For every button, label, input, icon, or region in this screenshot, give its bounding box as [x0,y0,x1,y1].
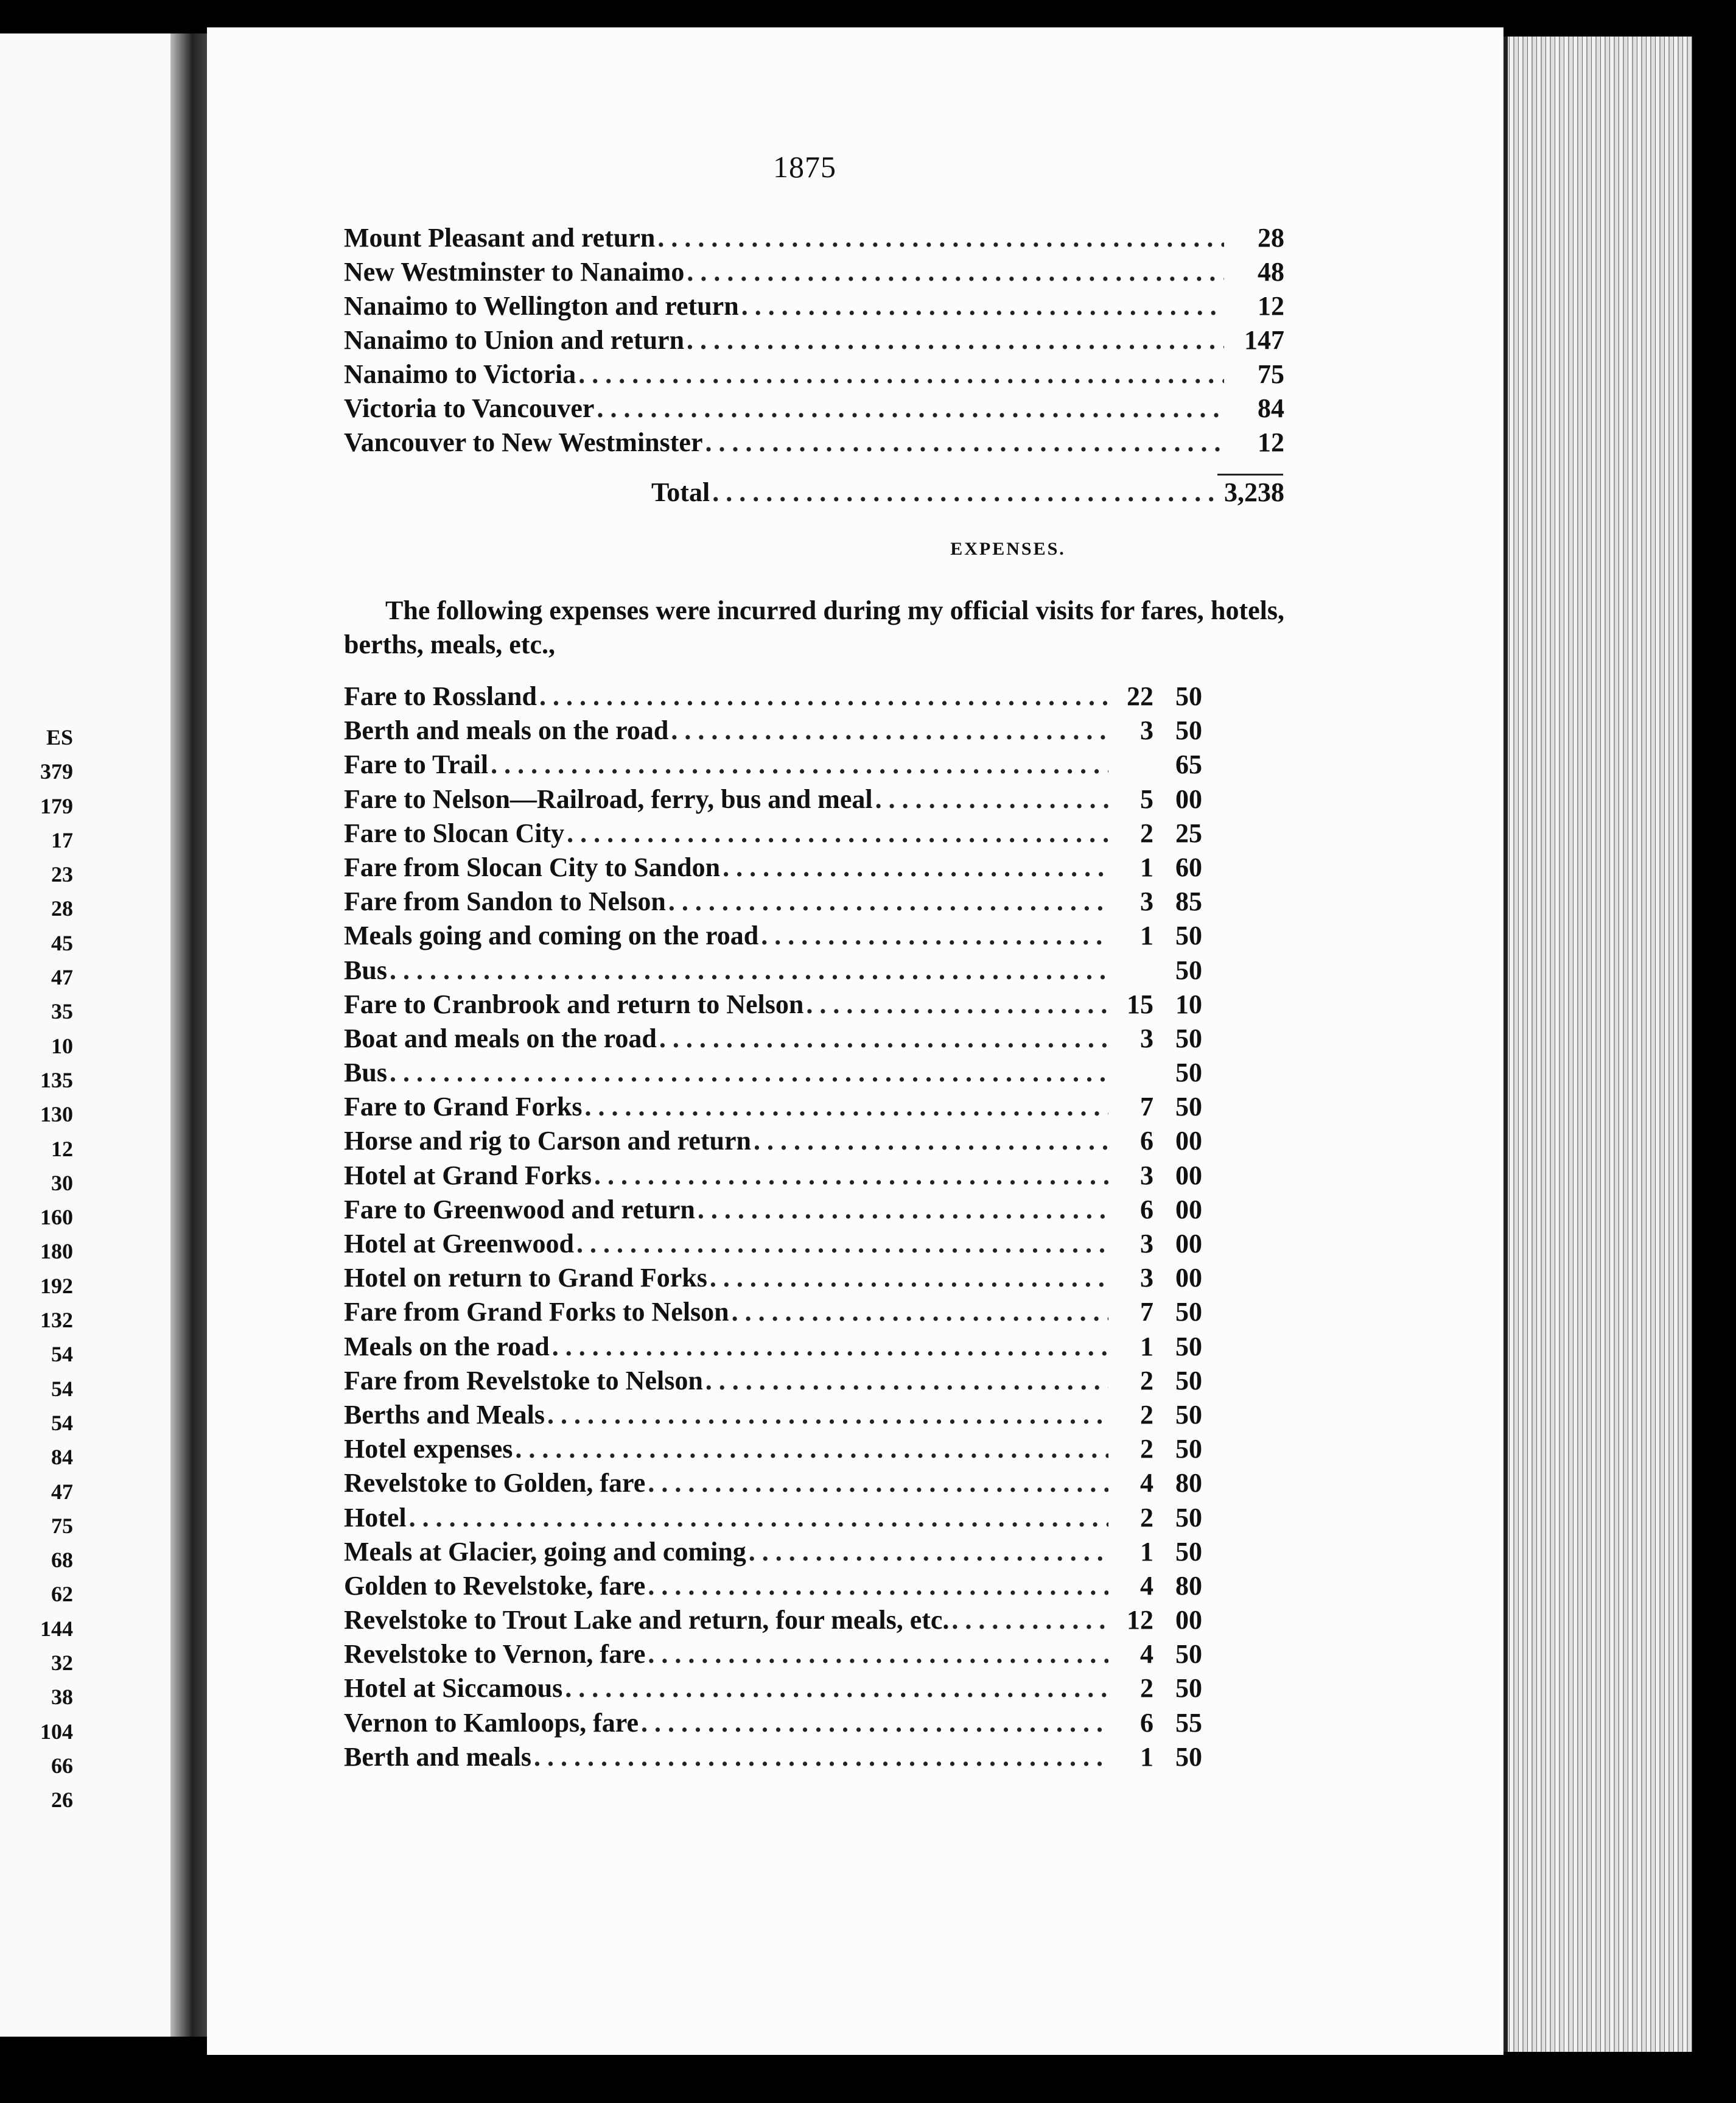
expense-cents: 50 [1175,1058,1202,1088]
expense-cents: 00 [1175,1605,1202,1635]
expense-cents: 50 [1175,1741,1202,1772]
left-column-value: 179 [40,793,73,818]
expense-amount [1111,1673,1202,1704]
expense-amount [1111,886,1202,917]
trip-row [344,222,1284,256]
expenses-intro [344,594,1284,662]
leader-dots [668,886,1108,917]
expense-label: Fare from Sandon to Nelson [344,886,666,917]
expense-amount [1111,681,1202,712]
expense-label: Meals going and coming on the road [344,921,759,951]
expense-cents: 80 [1175,1570,1202,1601]
expenses-intro-text: The following expenses were incurred during my official visits for fares, hotels, berths, meals, etc., [344,595,1284,659]
left-column-value: 32 [51,1651,73,1676]
expense-dollars: 3 [1140,1229,1153,1259]
left-column-value: 75 [51,1513,73,1538]
left-column-value: 180 [40,1239,73,1264]
expense-dollars: 1 [1140,921,1153,951]
expense-row [344,1638,1202,1673]
expense-amount [1111,1502,1202,1533]
expense-label: Fare to Rossland [344,681,537,711]
left-column-value: 54 [51,1342,73,1367]
leader-dots [390,1057,1108,1088]
expense-cents: 00 [1175,1263,1202,1293]
leader-dots [698,1194,1108,1225]
total-label: Total [651,477,710,507]
expense-cents: 85 [1175,886,1202,917]
trip-label: Mount Pleasant and return [344,223,656,253]
expense-amount [1111,1741,1202,1772]
expense-row [344,1023,1202,1057]
trip-amount: 28 [1258,223,1284,253]
expense-dollars: 6 [1140,1707,1153,1738]
expenses-heading: EXPENSES. [950,539,1066,559]
expense-dollars: 15 [1127,989,1153,1019]
expense-cents: 50 [1175,1092,1202,1122]
left-column-value: 62 [51,1582,73,1607]
leader-dots [741,290,1224,321]
expense-row [344,1331,1202,1365]
expense-dollars: 3 [1140,1263,1153,1293]
expense-amount [1111,1604,1202,1635]
expense-cents: 00 [1175,784,1202,814]
trip-amount: 147 [1244,325,1284,355]
expense-amount [1111,1638,1202,1669]
trip-row [344,393,1284,427]
expense-label: Revelstoke to Golden, fare [344,1468,646,1498]
leader-dots [705,427,1224,458]
expense-cents: 50 [1175,1365,1202,1396]
expense-row [344,1570,1202,1604]
left-column-value: 144 [40,1616,73,1641]
expense-row [344,715,1202,749]
expense-row [344,989,1202,1023]
left-column-value: 47 [51,965,73,990]
expense-amount [1111,715,1202,746]
expense-dollars: 3 [1140,715,1153,746]
page-number: 1875 [773,150,836,184]
left-column-value: 160 [40,1205,73,1230]
trip-list [344,222,1284,461]
expense-row [344,784,1202,818]
trip-amount: 12 [1258,291,1284,321]
trip-amount: 75 [1258,359,1284,389]
leader-dots [657,222,1224,253]
expense-cents: 00 [1175,1160,1202,1190]
expense-dollars: 2 [1140,1399,1153,1430]
leader-dots [749,1536,1108,1567]
expense-dollars: 6 [1140,1126,1153,1156]
expense-amount [1111,1262,1202,1293]
expense-row [344,1673,1202,1707]
left-column-value: 132 [40,1308,73,1333]
total-amount: 3,238 [1224,477,1284,507]
expense-row [344,1228,1202,1262]
expense-dollars: 6 [1140,1194,1153,1224]
left-page [0,33,177,2037]
expense-amount [1111,749,1202,780]
expense-row [344,1262,1202,1296]
expense-label: Fare to Trail [344,750,489,780]
book-gutter [170,33,207,2037]
expense-row [344,681,1202,715]
expense-cents: 50 [1175,1673,1202,1704]
left-column-value: 38 [51,1685,73,1710]
expense-row [344,1194,1202,1228]
left-column-value: 54 [51,1410,73,1435]
leader-dots [491,749,1108,780]
leader-dots [547,1399,1108,1430]
expense-cents: 50 [1175,1023,1202,1053]
left-column-value: 379 [40,759,73,784]
expense-amount [1111,1296,1202,1327]
expense-row [344,818,1202,852]
left-column-value: 192 [40,1273,73,1298]
expense-dollars: 2 [1140,1365,1153,1396]
leader-dots [732,1296,1108,1327]
expense-cents: 50 [1175,1434,1202,1464]
expense-label: Fare to Grand Forks [344,1092,583,1122]
expense-row [344,1741,1202,1775]
expense-label: Boat and meals on the road [344,1023,657,1053]
trip-amount: 48 [1258,257,1284,287]
expense-cents: 50 [1175,921,1202,951]
expense-amount [1111,1399,1202,1430]
trip-label: New Westminster to Nanaimo [344,257,685,287]
expense-dollars: 2 [1140,1502,1153,1532]
expense-label: Hotel [344,1502,407,1532]
left-page-number-column [0,720,73,1817]
expense-amount [1111,1228,1202,1259]
expense-label: Fare to Nelson—Railroad, ferry, bus and meal [344,784,873,814]
expense-dollars: 1 [1140,1741,1153,1772]
leader-dots [705,1365,1108,1396]
expense-row [344,1707,1202,1741]
left-column-value: 130 [40,1102,73,1127]
expense-label: Hotel at Siccamous [344,1673,563,1704]
expense-dollars: 4 [1140,1639,1153,1669]
expense-amount [1111,1125,1202,1156]
expense-cents: 60 [1175,852,1202,882]
expense-dollars: 12 [1127,1605,1153,1635]
expense-amount [1111,1536,1202,1567]
expense-label: Fare from Slocan City to Sandon [344,852,721,882]
trip-amount: 84 [1258,393,1284,423]
leader-dots [565,1673,1108,1704]
expense-amount [1111,955,1202,986]
expense-label: Berths and Meals [344,1399,545,1430]
trip-label: Nanaimo to Wellington and return [344,291,739,321]
expense-label: Vernon to Kamloops, fare [344,1707,639,1738]
total-row [651,477,1284,511]
expense-cents: 55 [1175,1707,1202,1738]
expense-label: Hotel at Grand Forks [344,1160,592,1190]
expense-amount [1111,1467,1202,1498]
expense-label: Berth and meals [344,1741,531,1772]
expense-amount [1111,1194,1202,1225]
expense-label: Hotel on return to Grand Forks [344,1263,707,1293]
expense-row [344,852,1202,886]
left-column-value: 47 [51,1479,73,1504]
leader-dots [594,1160,1108,1191]
expense-cents: 00 [1175,1126,1202,1156]
expense-label: Meals on the road [344,1331,550,1361]
expense-label: Meals at Glacier, going and coming [344,1536,746,1567]
expense-label: Golden to Revelstoke, fare [344,1570,646,1601]
left-column-value: 23 [51,862,73,887]
leader-dots [567,818,1108,849]
leader-dots [390,955,1108,986]
trip-label: Nanaimo to Victoria [344,359,576,389]
expense-label: Bus [344,1058,387,1088]
leader-dots [597,393,1224,424]
expense-row [344,1296,1202,1330]
left-column-value: 28 [51,896,73,921]
expense-dollars: 4 [1140,1468,1153,1498]
expense-dollars: 1 [1140,1536,1153,1567]
expense-label: Fare from Revelstoke to Nelson [344,1365,703,1396]
expense-amount [1111,1570,1202,1601]
expense-amount [1111,1057,1202,1088]
expense-cents: 50 [1175,1399,1202,1430]
trip-label: Nanaimo to Union and return [344,325,685,355]
trip-label: Vancouver to New Westminster [344,427,703,457]
left-column-value: 35 [51,999,73,1024]
leader-dots [534,1741,1108,1772]
expense-amount [1111,1091,1202,1122]
expense-label: Fare from Grand Forks to Nelson [344,1297,729,1327]
left-column-value: 68 [51,1548,73,1573]
expense-label: Hotel expenses [344,1434,513,1464]
leader-dots [515,1433,1108,1464]
expense-label: Berth and meals on the road [344,715,669,746]
left-column-value: 45 [51,930,73,955]
expense-dollars: 3 [1140,886,1153,917]
expense-row [344,1467,1202,1501]
leader-dots [552,1331,1108,1362]
expense-cents: 50 [1175,1536,1202,1567]
expense-cents: 50 [1175,681,1202,711]
trip-label: Victoria to Vancouver [344,393,595,423]
left-column-value: 26 [51,1788,73,1813]
expense-cents: 80 [1175,1468,1202,1498]
expense-row [344,1433,1202,1467]
left-column-value: 104 [40,1719,73,1744]
expense-cents: 50 [1175,1297,1202,1327]
leader-dots [671,715,1108,746]
leader-dots [409,1502,1108,1533]
leader-dots [585,1091,1109,1122]
leader-dots [723,852,1108,883]
expense-label: Bus [344,955,387,985]
expense-dollars: 5 [1140,784,1153,814]
expense-amount [1111,784,1202,815]
expense-amount [1111,989,1202,1020]
expense-cents: 25 [1175,818,1202,848]
leader-dots [687,325,1224,356]
expense-row [344,1091,1202,1125]
trip-row [344,359,1284,393]
expense-dollars: 2 [1140,818,1153,848]
expense-cents: 00 [1175,1229,1202,1259]
expense-amount [1111,1433,1202,1464]
expense-label: Revelstoke to Trout Lake and return, four meals, etc. [344,1605,950,1635]
expense-list [344,681,1202,1775]
expense-row [344,1604,1202,1638]
trip-row [344,256,1284,290]
expense-amount [1111,818,1202,849]
leader-dots [648,1638,1108,1669]
left-column-value: 10 [51,1033,73,1058]
expense-dollars: 4 [1140,1570,1153,1601]
expense-row [344,1160,1202,1194]
expense-amount [1111,1365,1202,1396]
left-column-value: 30 [51,1170,73,1195]
left-column-value: 17 [51,827,73,852]
leader-dots [576,1228,1108,1259]
expense-cents: 50 [1175,715,1202,746]
leader-dots [710,1262,1108,1293]
expense-dollars: 3 [1140,1160,1153,1190]
expense-amount [1111,920,1202,951]
expense-amount [1111,1331,1202,1362]
expense-amount [1111,1023,1202,1054]
expense-label: Fare to Slocan City [344,818,565,848]
expense-cents: 50 [1175,1502,1202,1532]
expense-row [344,1057,1202,1091]
total-rule [1217,474,1283,476]
expense-label: Fare to Greenwood and return [344,1194,695,1224]
expense-row [344,920,1202,954]
left-column-value: 12 [51,1136,73,1161]
left-column-header: ES [46,725,73,750]
expense-label: Fare to Cranbrook and return to Nelson [344,989,804,1019]
left-column-value: 135 [40,1067,73,1092]
leader-dots [875,784,1108,815]
trip-row [344,325,1284,359]
expense-row [344,1536,1202,1570]
expense-cents: 10 [1175,989,1202,1019]
expense-dollars: 2 [1140,1673,1153,1704]
page-edges [1491,37,1692,2052]
leader-dots [659,1023,1108,1054]
left-column-value: 66 [51,1753,73,1778]
expense-dollars: 1 [1140,1331,1153,1361]
expense-dollars: 22 [1127,681,1153,711]
expense-row [344,749,1202,783]
leader-dots [687,256,1224,287]
expense-dollars: 3 [1140,1023,1153,1053]
left-column-value: 54 [51,1376,73,1401]
expense-cents: 50 [1175,955,1202,985]
leader-dots [539,681,1108,712]
expense-label: Revelstoke to Vernon, fare [344,1639,646,1669]
expense-cents: 00 [1175,1194,1202,1224]
expense-amount [1111,852,1202,883]
expense-row [344,955,1202,989]
expense-row [344,886,1202,920]
expense-dollars: 7 [1140,1092,1153,1122]
leader-dots [648,1467,1108,1498]
leader-dots [578,359,1224,390]
expense-cents: 65 [1175,750,1202,780]
leader-dots [712,477,1215,508]
leader-dots [641,1707,1108,1738]
left-column-value: 84 [51,1445,73,1470]
expense-amount [1111,1160,1202,1191]
leader-dots [951,1604,1108,1635]
expense-row [344,1365,1202,1399]
leader-dots [806,989,1108,1020]
expense-label: Hotel at Greenwood [344,1229,575,1259]
leader-dots [754,1125,1108,1156]
trip-amount: 12 [1258,427,1284,457]
expense-dollars: 7 [1140,1297,1153,1327]
leader-dots [648,1570,1108,1601]
expense-dollars: 1 [1140,852,1153,882]
expense-row [344,1125,1202,1159]
expense-row [344,1399,1202,1433]
trip-row [344,427,1284,461]
expense-dollars: 2 [1140,1434,1153,1464]
expense-cents: 50 [1175,1639,1202,1669]
expense-amount [1111,1707,1202,1738]
trip-row [344,290,1284,325]
expense-row [344,1502,1202,1536]
leader-dots [761,920,1108,951]
expense-label: Horse and rig to Carson and return [344,1126,751,1156]
expense-cents: 50 [1175,1331,1202,1361]
